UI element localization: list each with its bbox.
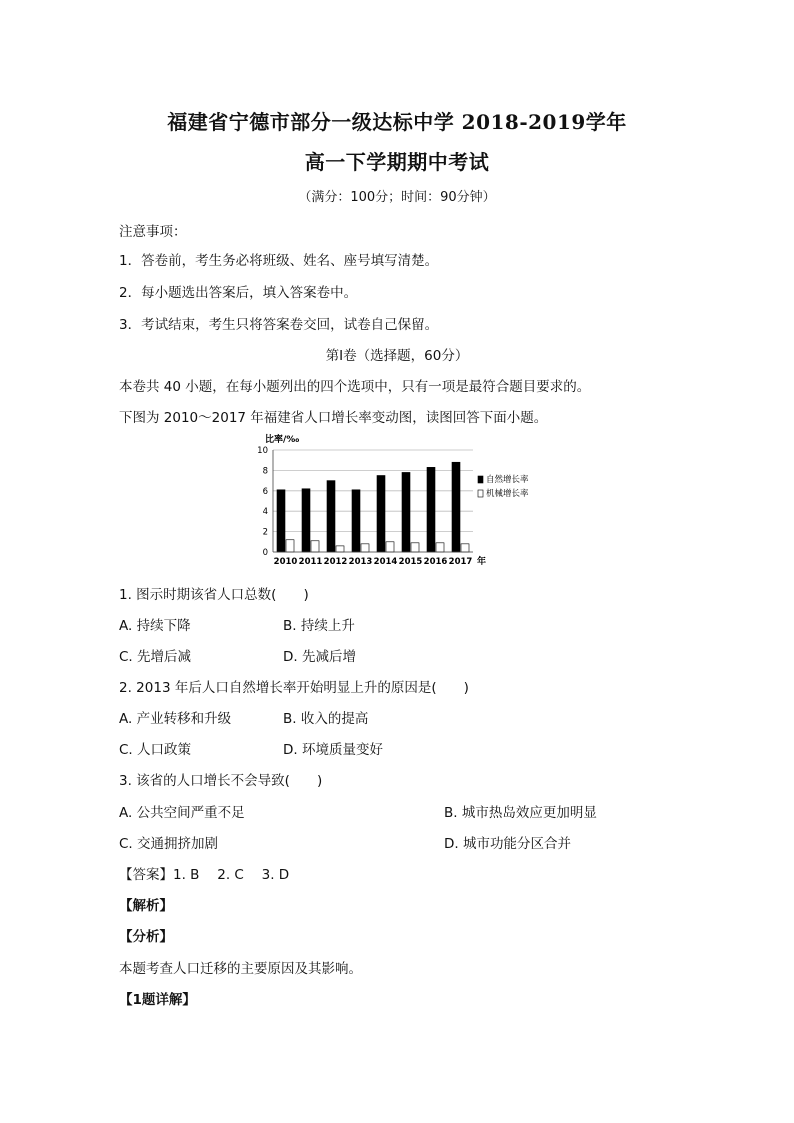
question-3-stem: 3. 该省的人口增长不会导致( )	[119, 773, 323, 789]
question-2-option-a[interactable]: A. 产业转移和升级	[119, 711, 232, 727]
question-3-option-b[interactable]: B. 城市热岛效应更加明显	[444, 805, 597, 821]
bar-natural-2013	[352, 490, 360, 552]
y-tick-label: 8	[262, 466, 268, 477]
question-1-option-d[interactable]: D. 先减后增	[283, 649, 356, 665]
bar-natural-2011	[302, 489, 310, 552]
bar-mechanical-2012	[336, 546, 344, 552]
bar-natural-2016	[427, 467, 435, 552]
x-tick-label: 2017	[448, 557, 473, 567]
bar-mechanical-2015	[411, 543, 419, 552]
fenxi-text: 本题考查人口迁移的主要原因及其影响。	[119, 961, 362, 977]
question-1-option-a[interactable]: A. 持续下降	[119, 618, 191, 634]
chart-intro: 下图为 2010～2017 年福建省人口增长率变动图，读图回答下面小题。	[119, 410, 548, 426]
question-1-option-c[interactable]: C. 先增后减	[119, 649, 192, 665]
x-tick-label: 2015	[398, 557, 423, 567]
x-tick-label: 2014	[373, 557, 398, 567]
x-tick-label: 2011	[298, 557, 323, 567]
bar-mechanical-2016	[436, 543, 444, 552]
section-title: 第Ⅰ卷（选择题，60分）	[325, 348, 469, 364]
question-3-option-c[interactable]: C. 交通拥挤加剧	[119, 836, 219, 852]
notice-item-1: 1．答卷前，考生务必将班级、姓名、座号填写清楚。	[119, 253, 439, 269]
fenxi-heading: 【分析】	[119, 929, 173, 945]
analysis-heading: 【解析】	[119, 898, 173, 914]
notice-item-2: 2．每小题选出答案后，填入答案卷中。	[119, 285, 358, 301]
bar-natural-2010	[277, 490, 285, 552]
question-2-option-c[interactable]: C. 人口政策	[119, 742, 192, 758]
detail-heading: 【1题详解】	[119, 992, 196, 1008]
y-tick-label: 2	[262, 527, 268, 538]
question-2-stem: 2. 2013 年后人口自然增长率开始明显上升的原因是( )	[119, 680, 469, 696]
bar-natural-2015	[402, 472, 410, 552]
y-tick-label: 0	[262, 548, 268, 558]
bar-mechanical-2017	[461, 544, 469, 552]
bar-mechanical-2013	[361, 544, 369, 552]
bar-mechanical-2014	[386, 542, 394, 552]
question-2-option-d[interactable]: D. 环境质量变好	[283, 742, 383, 758]
x-tick-label: 2016	[423, 557, 448, 567]
x-tick-label: 2013	[348, 557, 373, 567]
question-2-option-b[interactable]: B. 收入的提高	[283, 711, 369, 727]
chart-bars	[277, 462, 469, 552]
legend-swatch-1	[478, 490, 483, 497]
exam-title-line2: 高一下学期期中考试	[304, 150, 490, 174]
x-tick-label: 2010	[273, 557, 298, 567]
x-tick-label: 2012	[323, 557, 348, 567]
section-intro: 本卷共 40 小题，在每小题列出的四个选项中，只有一项是最符合题目要求的。	[119, 379, 591, 395]
y-axis-label: 比率/‰	[265, 435, 300, 445]
legend-label-1: 机械增长率	[486, 489, 529, 499]
bar-mechanical-2010	[286, 540, 294, 552]
answer-line: 【答案】1. B 2. C 3. D	[119, 867, 290, 883]
y-tick-label: 10	[257, 446, 268, 456]
exam-title-line1: 福建省宁德市部分一级达标中学 2018-2019学年	[167, 110, 627, 134]
notice-item-3: 3．考试结束，考生只将答案卷交回，试卷自己保留。	[119, 317, 439, 333]
x-axis-unit-label: 年	[477, 557, 487, 567]
y-tick-label: 6	[262, 486, 268, 497]
growth-rate-bar-chart	[255, 430, 555, 575]
legend-label-0: 自然增长率	[486, 475, 529, 485]
question-3-option-a[interactable]: A. 公共空间严重不足	[119, 805, 245, 821]
legend-swatch-0	[478, 476, 483, 483]
question-1-stem: 1. 图示时期该省人口总数( )	[119, 587, 309, 603]
notice-heading: 注意事项：	[119, 224, 187, 240]
bar-mechanical-2011	[311, 541, 319, 552]
bar-natural-2012	[327, 481, 335, 552]
bar-natural-2014	[377, 476, 385, 553]
y-tick-label: 4	[262, 507, 268, 518]
question-3-option-d[interactable]: D. 城市功能分区合并	[444, 836, 571, 852]
bar-natural-2017	[452, 462, 460, 552]
chart-legend	[478, 474, 529, 499]
exam-subtitle: （满分：100分；时间：90分钟）	[298, 190, 496, 205]
question-1-option-b[interactable]: B. 持续上升	[283, 618, 355, 634]
